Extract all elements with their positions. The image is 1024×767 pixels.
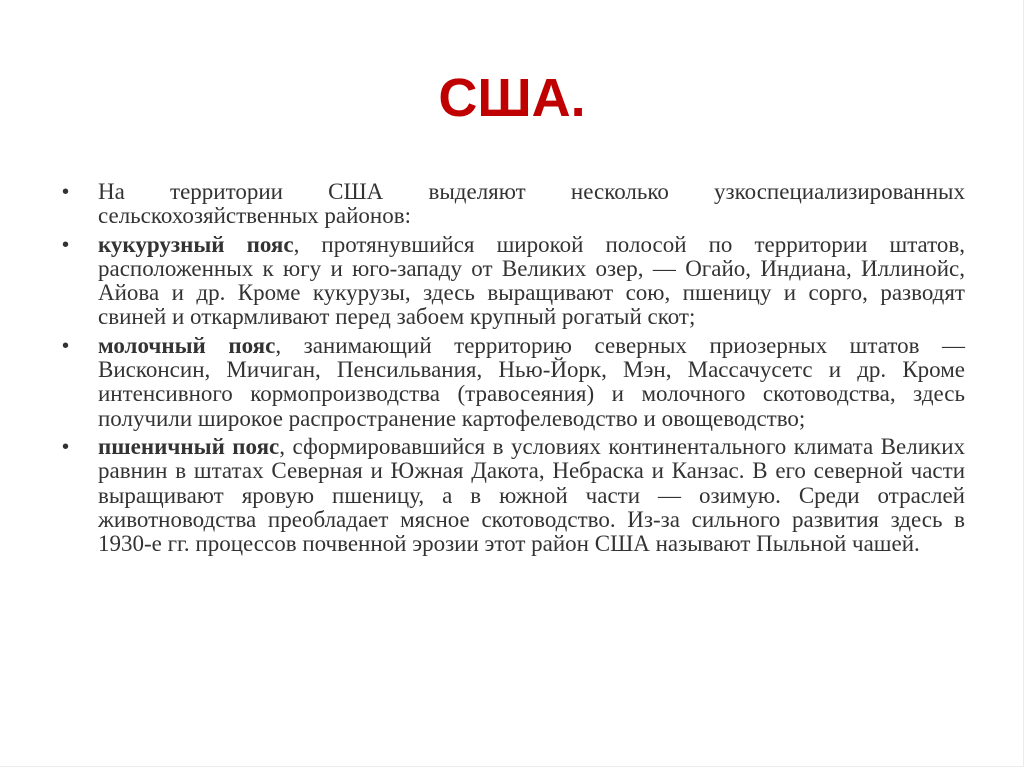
bullet-term: кукурузный пояс [98,231,294,257]
bullet-text: , занимающий территорию северных приозерных штатов — Висконсин, Мичиган, Пенсильвания, Нью-Йорк, Мэн, Массачусетс и др. Кроме интенсивного кормопроизводства (травосеяния) и молочного скотоводства, здесь получили широкое распространение картофелеводство и овощеводство; [98,332,965,431]
bullet-text: На территории США выделяют несколько узкоспециализированных сельскохозяйственных районов: [98,179,965,229]
bullet-item-corn-belt [62,233,965,330]
bullet-text: , протянувшийся широкой полосой по территории штатов, расположенных к югу и юго-западу от Великих озер, — Огайо, Индиана, Иллинойс, Айова и др. Кроме кукурузы, здесь выращивают сою, пшеницу и сорго, разводят свиней и откармливают перед забоем крупный рогатый скот; [98,231,965,330]
bullet-icon: • [62,334,70,357]
bullet-text: , сформировавшийся в условиях континентального климата Великих равнин в штатах Северная и Южная Дакота, Небраска и Канзас. В его северной части выращивают яровую пшеницу, а в южной части — озимую. Среди отраслей животноводства преобладает мясное скотоводство. Из-за сильного развития здесь в 1930-е гг. процессов почвенной эрозии этот район США называют Пыльной чашей. [98,433,966,557]
bullet-term: пшеничный пояс [98,433,280,459]
bullet-item-wheat-belt [62,435,965,556]
bullet-item-intro [62,180,965,229]
bullet-term: молочный пояс [98,332,276,358]
bullet-icon: • [62,181,70,203]
slide-title: США. [438,68,586,128]
bullet-icon: • [62,435,70,458]
bullet-list [62,180,965,560]
bullet-item-dairy-belt [62,334,965,431]
bullet-icon: • [62,233,70,256]
